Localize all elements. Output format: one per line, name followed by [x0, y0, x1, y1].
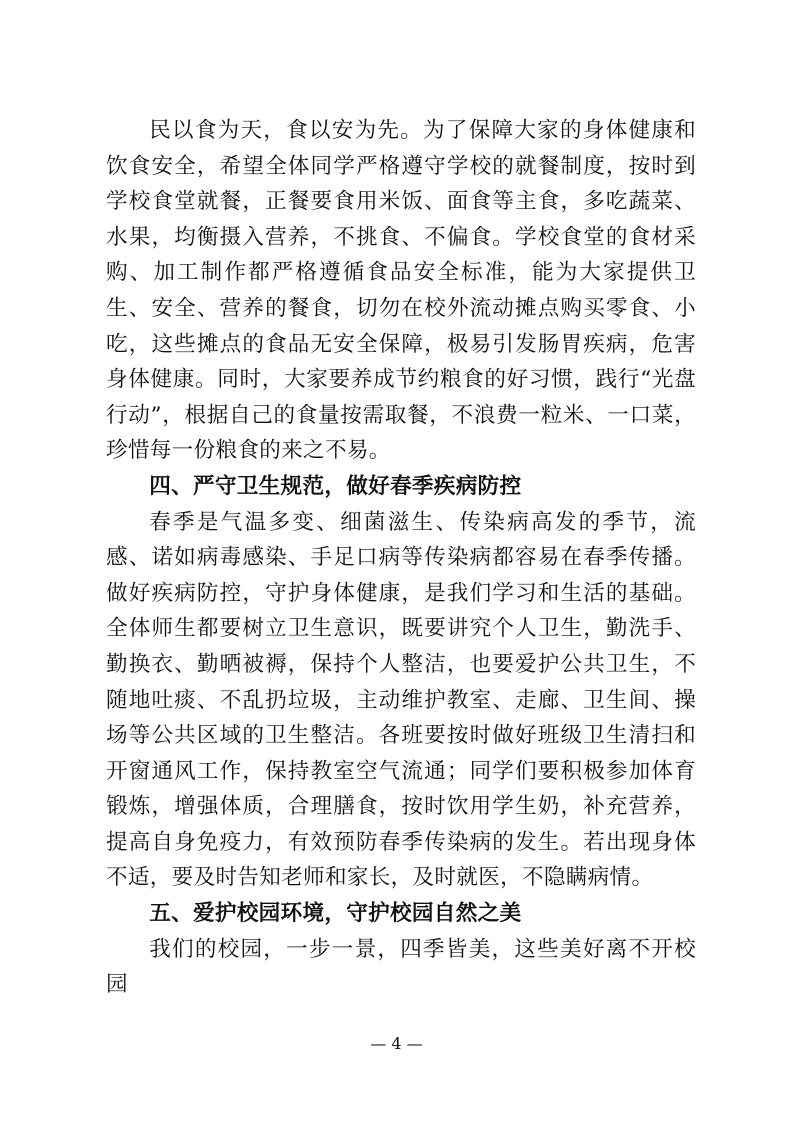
section-heading-environment: 五、爱护校园环境，守护校园自然之美 [149, 901, 522, 927]
document-body [106, 113, 696, 1003]
paragraph-disease-prevention: 春季是气温多变、细菌滋生、传染病高发的季节，流感、诺如病毒感染、手足口病等传染病都容易在春季传播。做好疾病防控，守护身体健康，是我们学习和生活的基础。全体师生都要树立卫生意识，既要讲究个人卫生，勤洗手、勤换衣、勤晒被褥，保持个人整洁，也要爱护公共卫生，不随地吐痰、不乱扔垃圾，主动维护教室、走廊、卫生间、操场等公共区域的卫生整洁。各班要按时做好班级卫生清扫和开窗通风工作，保持教室空气流通；同学们要积极参加体育锻炼，增强体质，合理膳食，按时饮用学生奶，补充营养，提高自身免疫力，有效预防春季传染病的发生。若出现身体不适，要及时告知老师和家长，及时就医，不隐瞒病情。 [106, 509, 696, 891]
paragraph-food-safety: 民以食为天，食以安为先。为了保障大家的身体健康和饮食安全，希望全体同学严格遵守学校的就餐制度，按时到学校食堂就餐，正餐要食用米饭、面食等主食，多吃蔬菜、水果，均衡摄入营养，不挑食、不偏食。学校食堂的食材采购、加工制作都严格遵循食品安全标准，能为大家提供卫生、安全、营养的餐食，切勿在校外流动摊点购买零食、小吃，这些摊点的食品无安全保障，极易引发肠胃疾病，危害身体健康。同时，大家要养成节约粮食的好习惯，践行“光盘行动”，根据自己的食量按需取餐，不浪费一粒米、一口菜，珍惜每一份粮食的来之不易。 [106, 118, 696, 464]
page-number: — 4 — [370, 1034, 423, 1053]
paragraph-campus-environment: 我们的校园，一步一景，四季皆美，这些美好离不开校园 [106, 936, 696, 998]
section-heading-hygiene: 四、严守卫生规范，做好春季疾病防控 [149, 473, 522, 499]
